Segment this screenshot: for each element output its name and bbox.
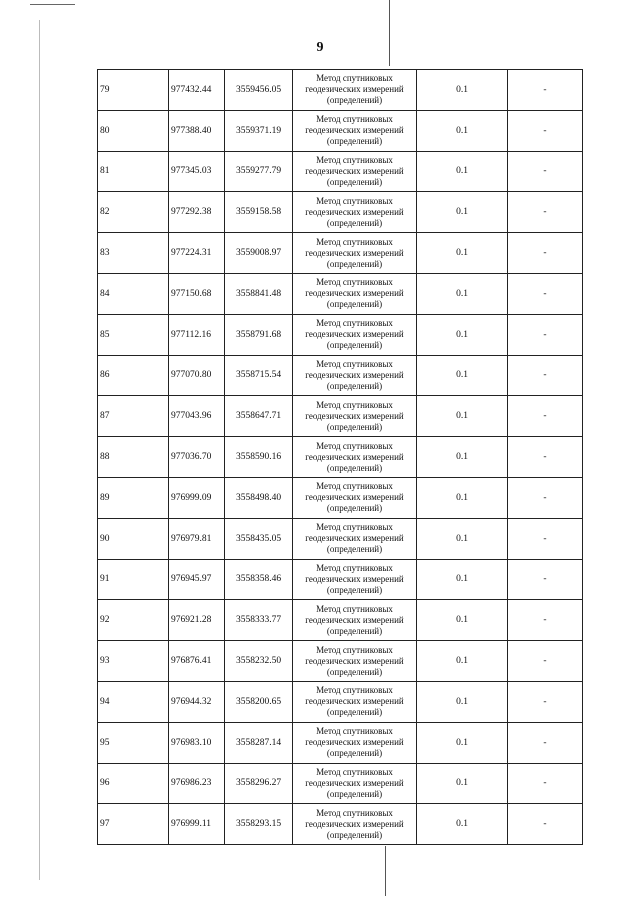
- method-text-line: (определений): [326, 299, 383, 310]
- y-coordinate-cell: 3559277.79: [225, 151, 293, 192]
- point-number-cell: 95: [98, 722, 169, 763]
- method-cell: [293, 233, 417, 274]
- note-cell: -: [508, 233, 583, 274]
- note-cell: -: [508, 314, 583, 355]
- y-coordinate-cell: 3559008.97: [225, 233, 293, 274]
- method-text-line: геодезических измерений: [305, 247, 404, 258]
- point-number-cell: 83: [98, 233, 169, 274]
- note-cell: -: [508, 804, 583, 845]
- table-row: [98, 681, 583, 722]
- point-number-cell: 93: [98, 641, 169, 682]
- note-cell: -: [508, 151, 583, 192]
- table-row: [98, 641, 583, 682]
- y-coordinate-cell: 3559371.19: [225, 110, 293, 151]
- accuracy-cell: 0.1: [417, 192, 508, 233]
- method-text-line: Метод спутниковых: [316, 195, 393, 206]
- note-cell: -: [508, 559, 583, 600]
- accuracy-cell: 0.1: [417, 396, 508, 437]
- y-coordinate-cell: 3558647.71: [225, 396, 293, 437]
- table-row: [98, 70, 583, 111]
- method-text-line: Метод спутниковых: [316, 114, 393, 125]
- method-text-line: (определений): [326, 503, 383, 514]
- x-coordinate-cell: 977345.03: [169, 151, 225, 192]
- method-text-line: геодезических измерений: [305, 492, 404, 503]
- y-coordinate-cell: 3558333.77: [225, 600, 293, 641]
- point-number-cell: 90: [98, 518, 169, 559]
- method-text-line: геодезических измерений: [305, 329, 404, 340]
- method-text-line: (определений): [326, 544, 383, 555]
- point-number-cell: 89: [98, 477, 169, 518]
- y-coordinate-cell: 3558287.14: [225, 722, 293, 763]
- point-number-cell: 79: [98, 70, 169, 111]
- coordinates-table: [97, 69, 583, 845]
- x-coordinate-cell: 977036.70: [169, 437, 225, 478]
- accuracy-cell: 0.1: [417, 518, 508, 559]
- y-coordinate-cell: 3558232.50: [225, 641, 293, 682]
- method-text-line: геодезических измерений: [305, 288, 404, 299]
- method-cell: [293, 804, 417, 845]
- method-text-line: (определений): [326, 462, 383, 473]
- accuracy-cell: 0.1: [417, 314, 508, 355]
- point-number-cell: 97: [98, 804, 169, 845]
- method-text-line: геодезических измерений: [305, 369, 404, 380]
- method-text-line: геодезических измерений: [305, 206, 404, 217]
- method-cell: [293, 273, 417, 314]
- point-number-cell: 85: [98, 314, 169, 355]
- method-text-line: (определений): [326, 584, 383, 595]
- x-coordinate-cell: 976979.81: [169, 518, 225, 559]
- x-coordinate-cell: 977224.31: [169, 233, 225, 274]
- table-row: [98, 355, 583, 396]
- method-text-line: (определений): [326, 176, 383, 187]
- method-text-line: (определений): [326, 340, 383, 351]
- x-coordinate-cell: 977292.38: [169, 192, 225, 233]
- note-cell: -: [508, 722, 583, 763]
- table-row: [98, 477, 583, 518]
- method-text-line: геодезических измерений: [305, 533, 404, 544]
- table-row: [98, 722, 583, 763]
- method-cell: [293, 314, 417, 355]
- method-text-line: Метод спутниковых: [316, 685, 393, 696]
- x-coordinate-cell: 976945.97: [169, 559, 225, 600]
- method-text-line: Метод спутниковых: [316, 399, 393, 410]
- table-row: [98, 763, 583, 804]
- point-number-cell: 94: [98, 681, 169, 722]
- table-row: [98, 110, 583, 151]
- accuracy-cell: 0.1: [417, 437, 508, 478]
- x-coordinate-cell: 976876.41: [169, 641, 225, 682]
- method-text-line: геодезических измерений: [305, 818, 404, 829]
- method-cell: [293, 641, 417, 682]
- table-row: [98, 600, 583, 641]
- method-text-line: Метод спутниковых: [316, 236, 393, 247]
- point-number-cell: 81: [98, 151, 169, 192]
- scan-binding-line: [39, 20, 40, 880]
- scan-fold-line-bottom: [385, 846, 386, 896]
- y-coordinate-cell: 3558358.46: [225, 559, 293, 600]
- method-text-line: (определений): [326, 788, 383, 799]
- method-cell: [293, 192, 417, 233]
- note-cell: -: [508, 437, 583, 478]
- x-coordinate-cell: 976983.10: [169, 722, 225, 763]
- note-cell: -: [508, 192, 583, 233]
- method-text-line: (определений): [326, 217, 383, 228]
- method-cell: [293, 396, 417, 437]
- y-coordinate-cell: 3558590.16: [225, 437, 293, 478]
- method-text-line: геодезических измерений: [305, 777, 404, 788]
- note-cell: -: [508, 273, 583, 314]
- scan-mark-top-left: [30, 4, 75, 5]
- method-cell: [293, 681, 417, 722]
- accuracy-cell: 0.1: [417, 763, 508, 804]
- y-coordinate-cell: 3558293.15: [225, 804, 293, 845]
- method-text-line: геодезических измерений: [305, 125, 404, 136]
- point-number-cell: 86: [98, 355, 169, 396]
- method-text-line: Метод спутниковых: [316, 440, 393, 451]
- table-row: [98, 437, 583, 478]
- method-cell: [293, 70, 417, 111]
- method-text-line: Метод спутниковых: [316, 481, 393, 492]
- method-text-line: геодезических измерений: [305, 410, 404, 421]
- method-cell: [293, 110, 417, 151]
- method-text-line: (определений): [326, 380, 383, 391]
- method-text-line: Метод спутниковых: [316, 154, 393, 165]
- accuracy-cell: 0.1: [417, 477, 508, 518]
- accuracy-cell: 0.1: [417, 559, 508, 600]
- method-text-line: Метод спутниковых: [316, 807, 393, 818]
- note-cell: -: [508, 70, 583, 111]
- accuracy-cell: 0.1: [417, 110, 508, 151]
- point-number-cell: 87: [98, 396, 169, 437]
- note-cell: -: [508, 355, 583, 396]
- method-text-line: Метод спутниковых: [316, 562, 393, 573]
- table-row: [98, 518, 583, 559]
- table-row: [98, 273, 583, 314]
- page-number: 9: [316, 40, 324, 55]
- method-text-line: (определений): [326, 421, 383, 432]
- y-coordinate-cell: 3559158.58: [225, 192, 293, 233]
- method-text-line: геодезических измерений: [305, 696, 404, 707]
- method-text-line: (определений): [326, 748, 383, 759]
- accuracy-cell: 0.1: [417, 681, 508, 722]
- method-cell: [293, 518, 417, 559]
- point-number-cell: 88: [98, 437, 169, 478]
- method-text-line: геодезических измерений: [305, 573, 404, 584]
- method-cell: [293, 559, 417, 600]
- x-coordinate-cell: 976944.32: [169, 681, 225, 722]
- method-text-line: геодезических измерений: [305, 451, 404, 462]
- y-coordinate-cell: 3558498.40: [225, 477, 293, 518]
- accuracy-cell: 0.1: [417, 233, 508, 274]
- method-text-line: геодезических измерений: [305, 614, 404, 625]
- method-text-line: Метод спутниковых: [316, 522, 393, 533]
- point-number-cell: 92: [98, 600, 169, 641]
- table-row: [98, 192, 583, 233]
- method-text-line: (определений): [326, 625, 383, 636]
- accuracy-cell: 0.1: [417, 273, 508, 314]
- accuracy-cell: 0.1: [417, 804, 508, 845]
- x-coordinate-cell: 977388.40: [169, 110, 225, 151]
- method-cell: [293, 763, 417, 804]
- method-text-line: геодезических измерений: [305, 655, 404, 666]
- method-cell: [293, 355, 417, 396]
- point-number-cell: 84: [98, 273, 169, 314]
- accuracy-cell: 0.1: [417, 355, 508, 396]
- method-text-line: (определений): [326, 258, 383, 269]
- scan-fold-line-top: [389, 0, 390, 66]
- table-body: [98, 70, 583, 845]
- note-cell: -: [508, 396, 583, 437]
- method-text-line: Метод спутниковых: [316, 318, 393, 329]
- method-text-line: Метод спутниковых: [316, 644, 393, 655]
- method-cell: [293, 600, 417, 641]
- accuracy-cell: 0.1: [417, 70, 508, 111]
- table-row: [98, 559, 583, 600]
- x-coordinate-cell: 977112.16: [169, 314, 225, 355]
- method-text-line: Метод спутниковых: [316, 603, 393, 614]
- x-coordinate-cell: 977070.80: [169, 355, 225, 396]
- method-text-line: Метод спутниковых: [316, 73, 393, 84]
- method-text-line: Метод спутниковых: [316, 766, 393, 777]
- table-row: [98, 314, 583, 355]
- method-cell: [293, 437, 417, 478]
- point-number-cell: 82: [98, 192, 169, 233]
- point-number-cell: 80: [98, 110, 169, 151]
- note-cell: -: [508, 763, 583, 804]
- point-number-cell: 91: [98, 559, 169, 600]
- table-row: [98, 233, 583, 274]
- method-text-line: геодезических измерений: [305, 737, 404, 748]
- note-cell: -: [508, 641, 583, 682]
- method-text-line: геодезических измерений: [305, 165, 404, 176]
- y-coordinate-cell: 3558715.54: [225, 355, 293, 396]
- y-coordinate-cell: 3558841.48: [225, 273, 293, 314]
- method-text-line: Метод спутниковых: [316, 726, 393, 737]
- x-coordinate-cell: 976999.11: [169, 804, 225, 845]
- y-coordinate-cell: 3559456.05: [225, 70, 293, 111]
- note-cell: -: [508, 681, 583, 722]
- x-coordinate-cell: 977150.68: [169, 273, 225, 314]
- accuracy-cell: 0.1: [417, 600, 508, 641]
- note-cell: -: [508, 110, 583, 151]
- x-coordinate-cell: 976921.28: [169, 600, 225, 641]
- note-cell: -: [508, 518, 583, 559]
- y-coordinate-cell: 3558296.27: [225, 763, 293, 804]
- accuracy-cell: 0.1: [417, 151, 508, 192]
- x-coordinate-cell: 977432.44: [169, 70, 225, 111]
- method-text-line: Метод спутниковых: [316, 358, 393, 369]
- method-cell: [293, 151, 417, 192]
- y-coordinate-cell: 3558200.65: [225, 681, 293, 722]
- point-number-cell: 96: [98, 763, 169, 804]
- method-cell: [293, 477, 417, 518]
- method-cell: [293, 722, 417, 763]
- note-cell: -: [508, 477, 583, 518]
- x-coordinate-cell: 977043.96: [169, 396, 225, 437]
- method-text-line: (определений): [326, 707, 383, 718]
- y-coordinate-cell: 3558791.68: [225, 314, 293, 355]
- method-text-line: (определений): [326, 136, 383, 147]
- y-coordinate-cell: 3558435.05: [225, 518, 293, 559]
- table-row: [98, 804, 583, 845]
- accuracy-cell: 0.1: [417, 722, 508, 763]
- accuracy-cell: 0.1: [417, 641, 508, 682]
- method-text-line: (определений): [326, 95, 383, 106]
- note-cell: -: [508, 600, 583, 641]
- table-row: [98, 396, 583, 437]
- x-coordinate-cell: 976999.09: [169, 477, 225, 518]
- method-text-line: Метод спутниковых: [316, 277, 393, 288]
- method-text-line: (определений): [326, 666, 383, 677]
- method-text-line: (определений): [326, 829, 383, 840]
- table-row: [98, 151, 583, 192]
- x-coordinate-cell: 976986.23: [169, 763, 225, 804]
- method-text-line: геодезических измерений: [305, 84, 404, 95]
